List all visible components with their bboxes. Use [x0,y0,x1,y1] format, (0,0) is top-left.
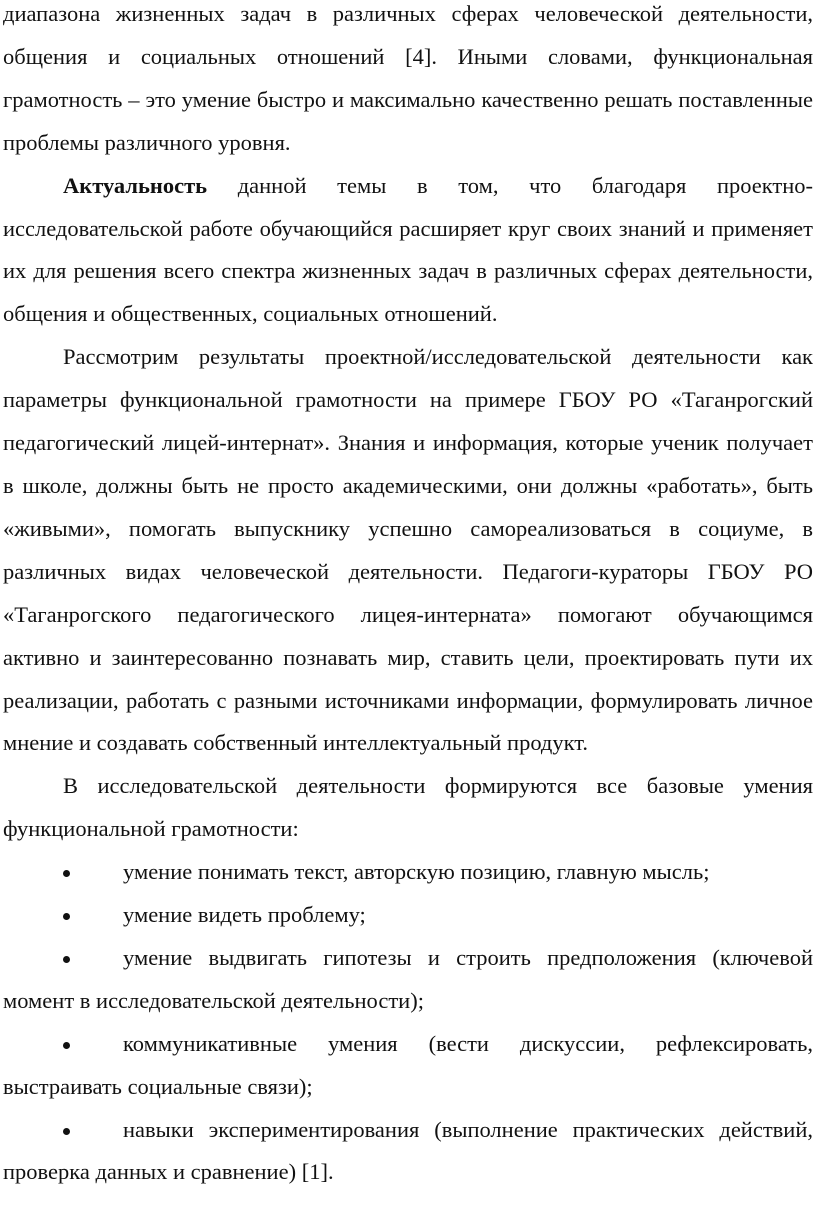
paragraph-relevance [3,165,813,337]
paragraph-skills-intro: В исследовательской деятельности формируются все базовые умения функциональной грамотности: [3,773,813,842]
list-item [3,851,813,894]
bullet-icon [63,1042,70,1049]
bullet-icon [63,913,70,920]
bullet-icon [63,870,70,877]
list-item [3,937,813,1023]
list-item [3,1023,813,1109]
relevance-bold-lead: Актуальность [63,172,208,198]
list-item [3,1109,813,1195]
list-item [3,894,813,937]
bullet-icon [63,956,70,963]
paragraph-continuation: диапазона жизненных задач в различных сферах человеческой деятельности, общения и социальных отношений [4]. Иными словами, функциональная грамотность – это умение быстро и максимально качественно решать поставленные проблемы различного уровня. [3,1,813,155]
list-item-text: навыки экспериментирования (выполнение практических действий, проверка данных и сравнение) [1]. [3,1116,813,1185]
list-item-text: умение видеть проблему; [123,902,366,928]
relevance-text: данной темы в том, что благодаря проектно-исследовательской работе обучающийся расширяет круг своих знаний и применяет их для решения всего спектра жизненных задач в различных сферах деятельности, общения и общественных, социальных отношений. [3,172,813,327]
list-item-text: умение выдвигать гипотезы и строить предположения (ключевой момент в исследовательской деятельности); [3,944,813,1013]
bullet-icon [63,1128,70,1135]
skills-list [3,851,813,1194]
paragraph-results: Рассмотрим результаты проектной/исследовательской деятельности как параметры функциональной грамотности на примере ГБОУ РО «Таганрогский педагогический лицей-интернат». Знания и информация, которые ученик получает в школе, должны быть не просто академическими, они должны «работать», быть «живыми», помогать выпускнику успешно самореализоваться в социуме, в различных видах человеческой деятельности. Педагоги-кураторы ГБОУ РО «Таганрогского педагогического лицея-интерната» помогают обучающимся активно и заинтересованно познавать мир, ставить цели, проектировать пути их реализации, работать с разными источниками информации, формулировать личное мнение и создавать собственный интеллектуальный продукт. [3,344,813,756]
list-item-text: коммуникативные умения (вести дискуссии, рефлексировать, выстраивать социальные связи); [3,1030,813,1099]
list-item-text: умение понимать текст, авторскую позицию, главную мысль; [123,859,710,885]
